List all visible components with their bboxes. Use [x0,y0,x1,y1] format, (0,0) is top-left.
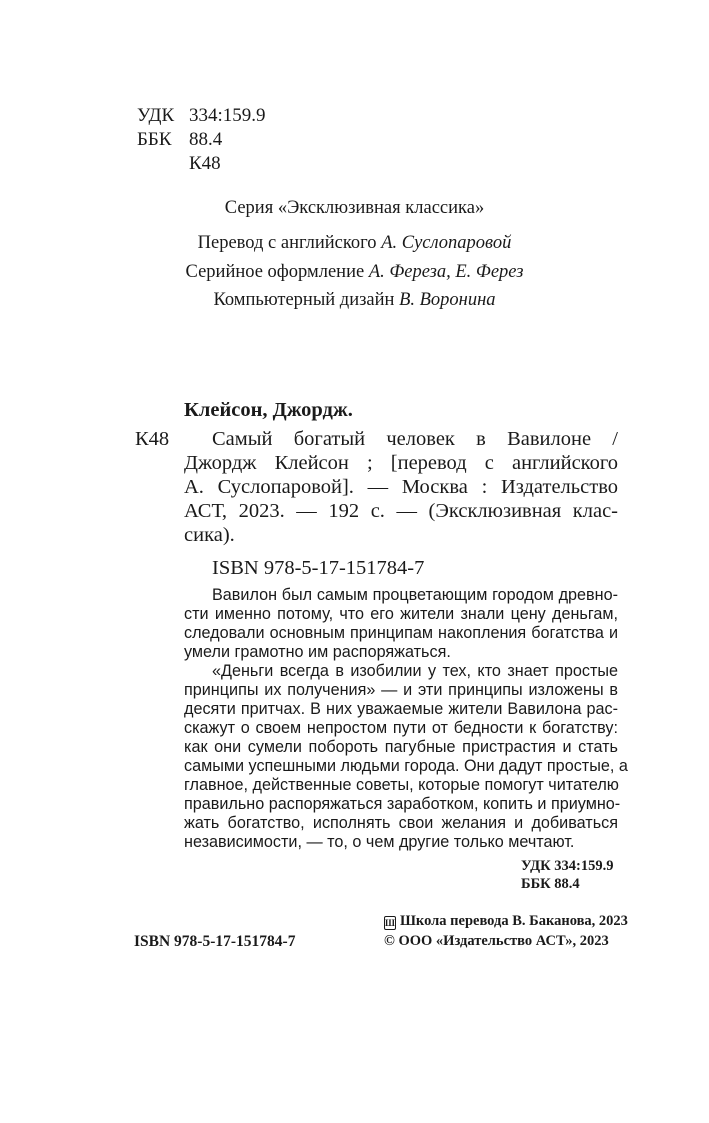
translator-name: А. Суслопаровой [381,233,512,253]
annotation-line-1: Вавилон был самым процветающим городом древно- [212,586,618,604]
author-heading: Клейсон, Джордж. [184,399,353,421]
author-mark-top: К48 [189,153,221,174]
design-line [0,259,709,285]
annotation-line-13: жать богатство, исполнять свои желания и добиваться [184,814,618,832]
footer-udk: УДК 334:159.9 [521,858,614,874]
annotation-line-5: «Деньги всегда в изобилии у тех, кто знает простые [212,662,618,680]
computer-design-label: Компьютерный дизайн [213,290,395,310]
annotation-line-9: как они сумели побороть пагубные пристрастия и стать [184,738,618,756]
bbk-value: 88.4 [189,129,223,150]
designer-names: А. Фереза, Е. Ферез [368,262,524,282]
annotation-line-2: сти именно потому, что его жители знали цену деньгам, [184,605,618,623]
copyright-school-text: Школа перевода В. Баканова, 2023 [400,913,628,929]
footer-bbk: ББК 88.4 [521,876,580,892]
annotation-line-7: десяти притчах. В них уважаемые жители Вавилона рас- [184,700,618,718]
series-line: Серия «Эксклюзивная классика» [224,198,485,218]
bib-mark: К48 [135,428,170,450]
translation-label: Перевод с английского [197,233,377,253]
design-label: Серийное оформление [185,262,365,282]
bib-line-2: Джордж Клейсон ; [перевод с английского [184,452,618,474]
annotation-line-4: умели грамотно им распоряжаться. [184,643,451,661]
computer-designer-name: В. Воронина [399,290,496,310]
annotation-line-11: главное, действенные советы, которые помогут читателю [184,776,619,794]
udk-value: 334:159.9 [189,105,266,126]
annotation-line-3: следовали основным принципам накопления богатства и [184,624,618,642]
bib-line-5: сика). [184,524,235,546]
bib-line-4: АСТ, 2023. — 192 с. — (Эксклюзивная клас- [184,500,618,522]
udk-label: УДК [137,105,175,126]
bib-isbn: ISBN 978-5-17-151784-7 [212,557,425,579]
copyright-school [384,913,628,930]
annotation-line-6: принципы их получения» — и эти принципы изложены в [184,681,618,699]
copyright-publisher: © ООО «Издательство АСТ», 2023 [384,933,609,949]
bib-line-3: А. Суслопаровой]. — Москва : Издательство [184,476,618,498]
translation-line [0,230,709,256]
annotation-line-10: самыми успешными людьми города. Они дадут простые, а [184,757,628,775]
annotation-line-8: скажут о своем непростом пути от бедности к богатству: [184,719,618,737]
school-copyright-icon: Ш [385,918,395,928]
bbk-label: ББК [137,129,172,150]
annotation-line-14: независимости, — то, о чем другие только мечтают. [184,833,575,851]
bib-line-1: Самый богатый человек в Вавилоне / [212,428,618,450]
footer-isbn: ISBN 978-5-17-151784-7 [134,933,296,950]
annotation-line-12: правильно распоряжаться заработком, копить и приумно- [184,795,621,813]
computer-design-line [0,287,709,313]
